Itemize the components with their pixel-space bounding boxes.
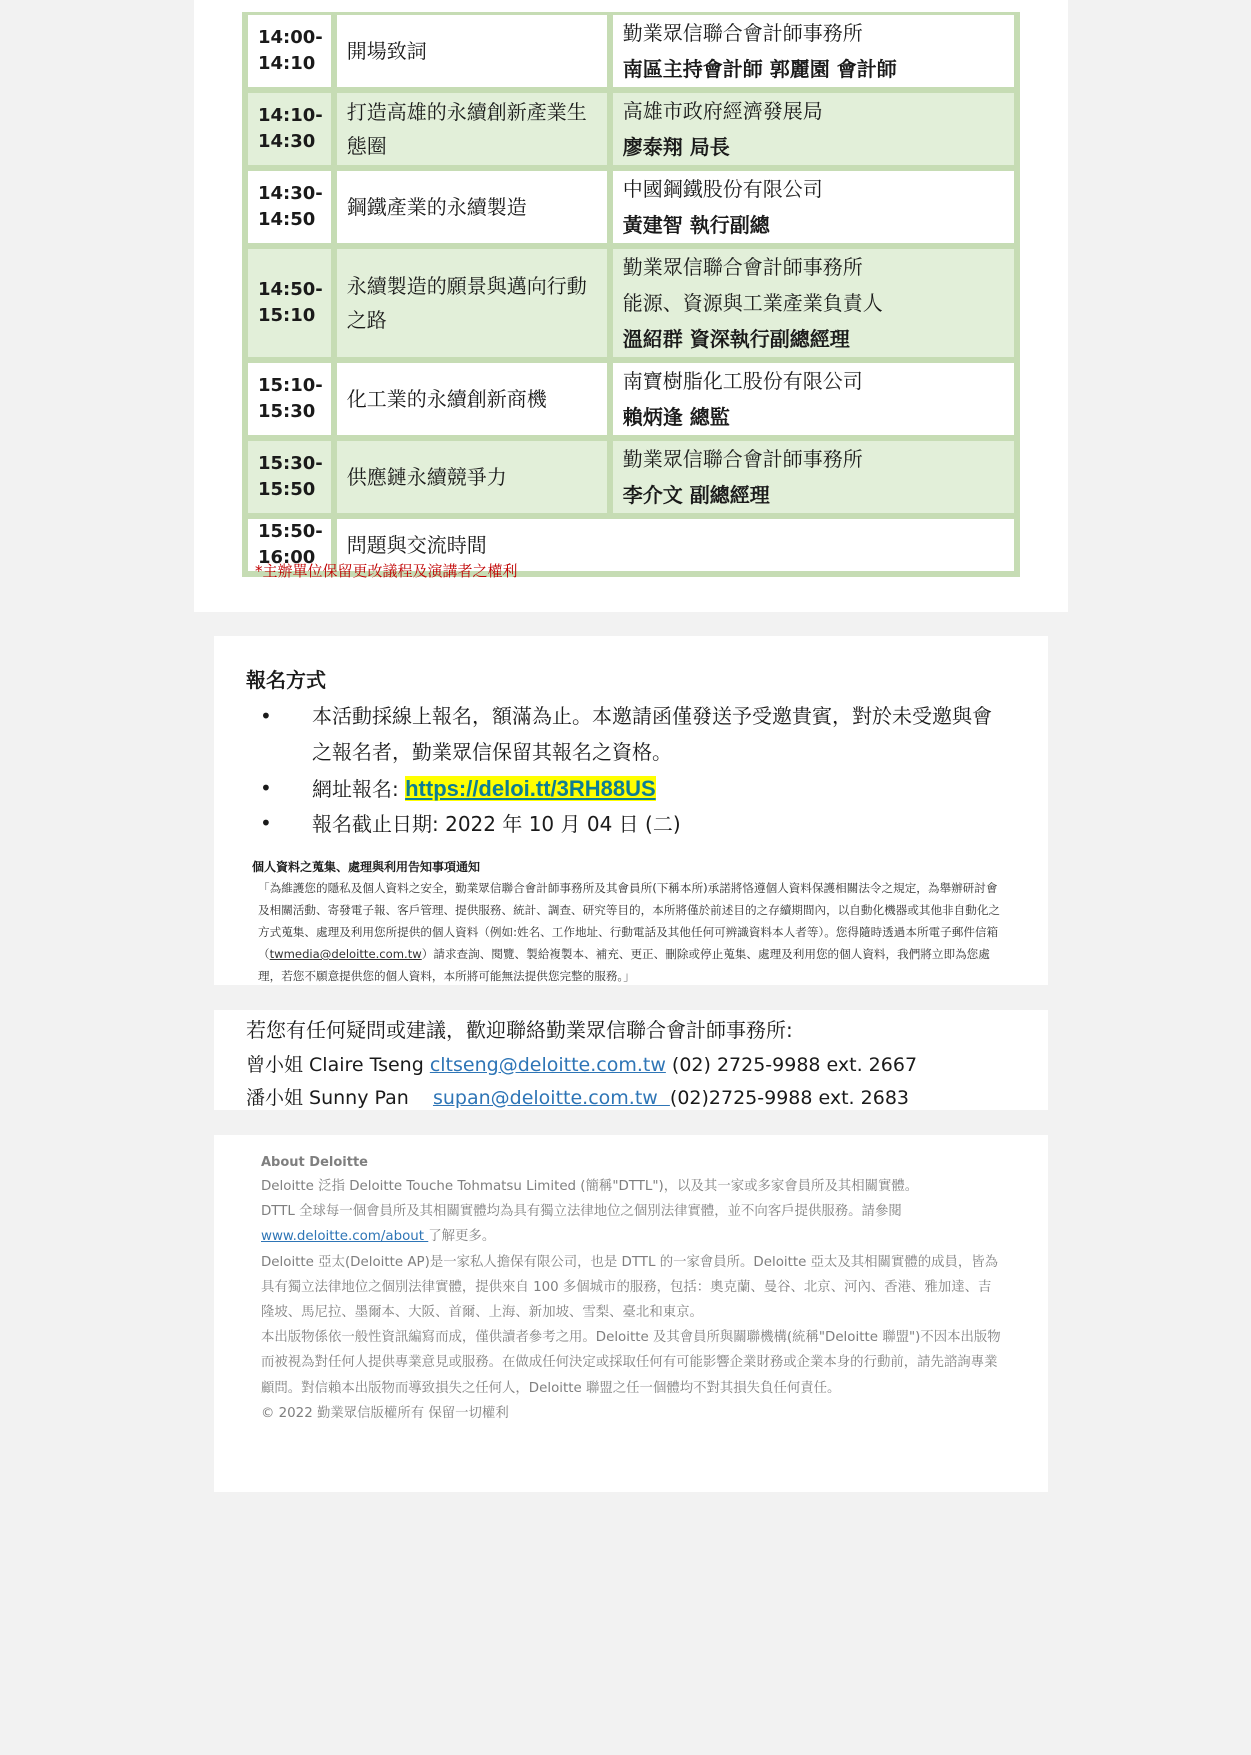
about-text: 了解更多。 <box>428 1229 496 1245</box>
registration-deadline: 報名截止日期: 2022 年 10 月 04 日 (二) <box>312 812 681 836</box>
agenda-table <box>242 12 1020 577</box>
agenda-speaker <box>610 90 1017 168</box>
agenda-speaker <box>610 246 1017 360</box>
speaker-organization: 高雄市政府經濟發展局 <box>622 99 823 123</box>
about-paragraph: Deloitte 亞太(Deloitte AP)是一家私人擔保有限公司，也是 DTTL 的一家會員所。Deloitte 亞太及其相關實體的成員，皆為具有獨立法律地位之個別法律實體，提供來自 100 多個城市的服務，包括：奧克蘭、曼谷、北京、河內、香港、雅加達、吉隆坡、馬尼拉、墨爾本、大阪、首爾、上海、新加坡、雪梨、臺北和東京。 <box>261 1254 999 1321</box>
privacy-notice-body <box>258 877 1004 987</box>
agenda-time: 15:30- 15:50 <box>245 438 334 516</box>
agenda-topic: 問題與交流時間 <box>334 516 1017 574</box>
copyright: © 2022 勤業眾信版權所有 保留一切權利 <box>261 1405 509 1421</box>
contact-name: 潘小姐 Sunny Pan <box>246 1087 433 1109</box>
agenda-row <box>245 360 1017 438</box>
contact-phone: (02)2725-9988 ext. 2683 <box>669 1087 909 1109</box>
registration-bullet-1: 本活動採線上報名，額滿為止。本邀請函僅發送予受邀貴賓，對於未受邀與會之報名者，勤業眾信保留其報名之資格。 <box>312 704 992 764</box>
agenda-row <box>245 168 1017 246</box>
privacy-notice-title: 個人資料之蒐集、處理與利用告知事項通知 <box>252 860 481 874</box>
speaker-name: 李介文 副總經理 <box>622 483 770 507</box>
agenda-topic: 打造高雄的永續創新產業生態圈 <box>334 90 610 168</box>
speaker-organization: 能源、資源與工業產業負責人 <box>622 291 883 315</box>
agenda-time: 15:50- 16:00 <box>245 516 334 574</box>
speaker-organization: 勤業眾信聯合會計師事務所 <box>622 21 863 45</box>
agenda-row <box>245 438 1017 516</box>
registration-title: 報名方式 <box>246 668 326 692</box>
about-paragraph <box>261 1199 1001 1249</box>
agenda-topic: 開場致詞 <box>334 12 610 90</box>
bullet-icon: • <box>260 704 272 728</box>
about-paragraph: Deloitte 泛指 Deloitte Touche Tohmatsu Limited (簡稱"DTTL")，以及其一家或多家會員所及其相關實體。 <box>261 1179 919 1194</box>
about-body <box>261 1174 1001 1426</box>
speaker-name: 南區主持會計師 郭麗園 會計師 <box>622 57 897 81</box>
agenda-row <box>245 246 1017 360</box>
bullet-icon: • <box>260 811 272 835</box>
agenda-time: 14:30- 14:50 <box>245 168 334 246</box>
agenda-speaker <box>610 168 1017 246</box>
contact-intro: 若您有任何疑問或建議，歡迎聯絡勤業眾信聯合會計師事務所: <box>246 1018 793 1042</box>
speaker-name: 黃建智 執行副總 <box>622 213 770 237</box>
registration-bullet-2 <box>312 771 1002 807</box>
agenda-row <box>245 90 1017 168</box>
agenda-topic: 永續製造的願景與邁向行動之路 <box>334 246 610 360</box>
bullet-icon: • <box>260 776 272 800</box>
privacy-text-2: ）請求查詢、閱覽、製給複製本、補充、更正、刪除或停止蒐集、處理及利用您的個人資料，我們將立即為您處理，若您不願意提供您的個人資料，本所將可能無法提供您完整的服務。」 <box>258 947 990 983</box>
agenda-note: *主辦單位保留更改議程及演講者之權利 <box>255 562 518 580</box>
registration-link-label: 網址報名: <box>312 777 406 801</box>
about-paragraph: 本出版物係依一般性資訊編寫而成，僅供讀者參考之用。Deloitte 及其會員所與關聯機構(統稱"Deloitte 聯盟")不因本出版物而被視為對任何人提供專業意見或服務。在做成任何決定或採取任何有可能影響企業財務或企業本身的行動前，請先諮詢專業顧問。對信賴本出版物而導致損失之任何人，Deloitte 聯盟之任一個體均不對其損失負任何責任。 <box>261 1330 1001 1396</box>
agenda-speaker <box>610 360 1017 438</box>
contact-row <box>246 1083 909 1110</box>
speaker-name: 廖泰翔 局長 <box>622 135 730 159</box>
contact-email-link[interactable]: supan@deloitte.com.tw <box>432 1087 670 1109</box>
contact-phone: (02) 2725-9988 ext. 2667 <box>665 1054 918 1076</box>
agenda-time: 15:10- 15:30 <box>245 360 334 438</box>
speaker-organization: 勤業眾信聯合會計師事務所 <box>622 255 863 279</box>
agenda-time: 14:10- 14:30 <box>245 90 334 168</box>
contact-email-link[interactable]: cltseng@deloitte.com.tw <box>429 1054 666 1076</box>
about-link[interactable]: www.deloitte.com/about <box>261 1229 429 1245</box>
agenda-speaker <box>610 12 1017 90</box>
speaker-organization: 中國鋼鐵股份有限公司 <box>622 177 823 201</box>
about-title: About Deloitte <box>261 1155 368 1170</box>
agenda-time: 14:50- 15:10 <box>245 246 334 360</box>
privacy-text-1: 「為維護您的隱私及個人資料之安全，勤業眾信聯合會計師事務所及其會員所(下稱本所)承諾將恪遵個人資料保護相關法令之規定，為舉辦研討會及相關活動、寄發電子報、客戶管理、提供服務、統計、調查、研究等目的，本所將僅於前述目的之存續期間內，以自動化機器或其他非自動化之方式蒐集、處理及利用您所提供的個人資料（例如:姓名、工作地址、行動電話及其他任何可辨識資料本人者等）。您得隨時透過本所電子郵件信箱（ <box>258 881 1001 961</box>
speaker-name: 賴炳逢 總監 <box>622 405 730 429</box>
agenda-row <box>245 12 1017 90</box>
contact-name: 曾小姐 Claire Tseng <box>246 1054 430 1076</box>
agenda-time: 14:00- 14:10 <box>245 12 334 90</box>
speaker-name: 溫紹群 資深執行副總經理 <box>622 327 850 351</box>
contact-row <box>246 1050 917 1077</box>
agenda-topic: 鋼鐵產業的永續製造 <box>334 168 610 246</box>
privacy-email-link[interactable]: twmedia@deloitte.com.tw <box>269 947 422 961</box>
about-text: DTTL 全球每一個會員所及其相關實體均為具有獨立法律地位之個別法律實體，並不向客戶提供服務。請參閱 <box>261 1204 902 1220</box>
agenda-topic: 供應鏈永續競爭力 <box>334 438 610 516</box>
registration-link[interactable]: https://deloi.tt/3RH88US <box>405 776 656 801</box>
speaker-organization: 南寶樹脂化工股份有限公司 <box>622 369 863 393</box>
speaker-organization: 勤業眾信聯合會計師事務所 <box>622 447 863 471</box>
agenda-topic: 化工業的永續創新商機 <box>334 360 610 438</box>
agenda-speaker <box>610 438 1017 516</box>
